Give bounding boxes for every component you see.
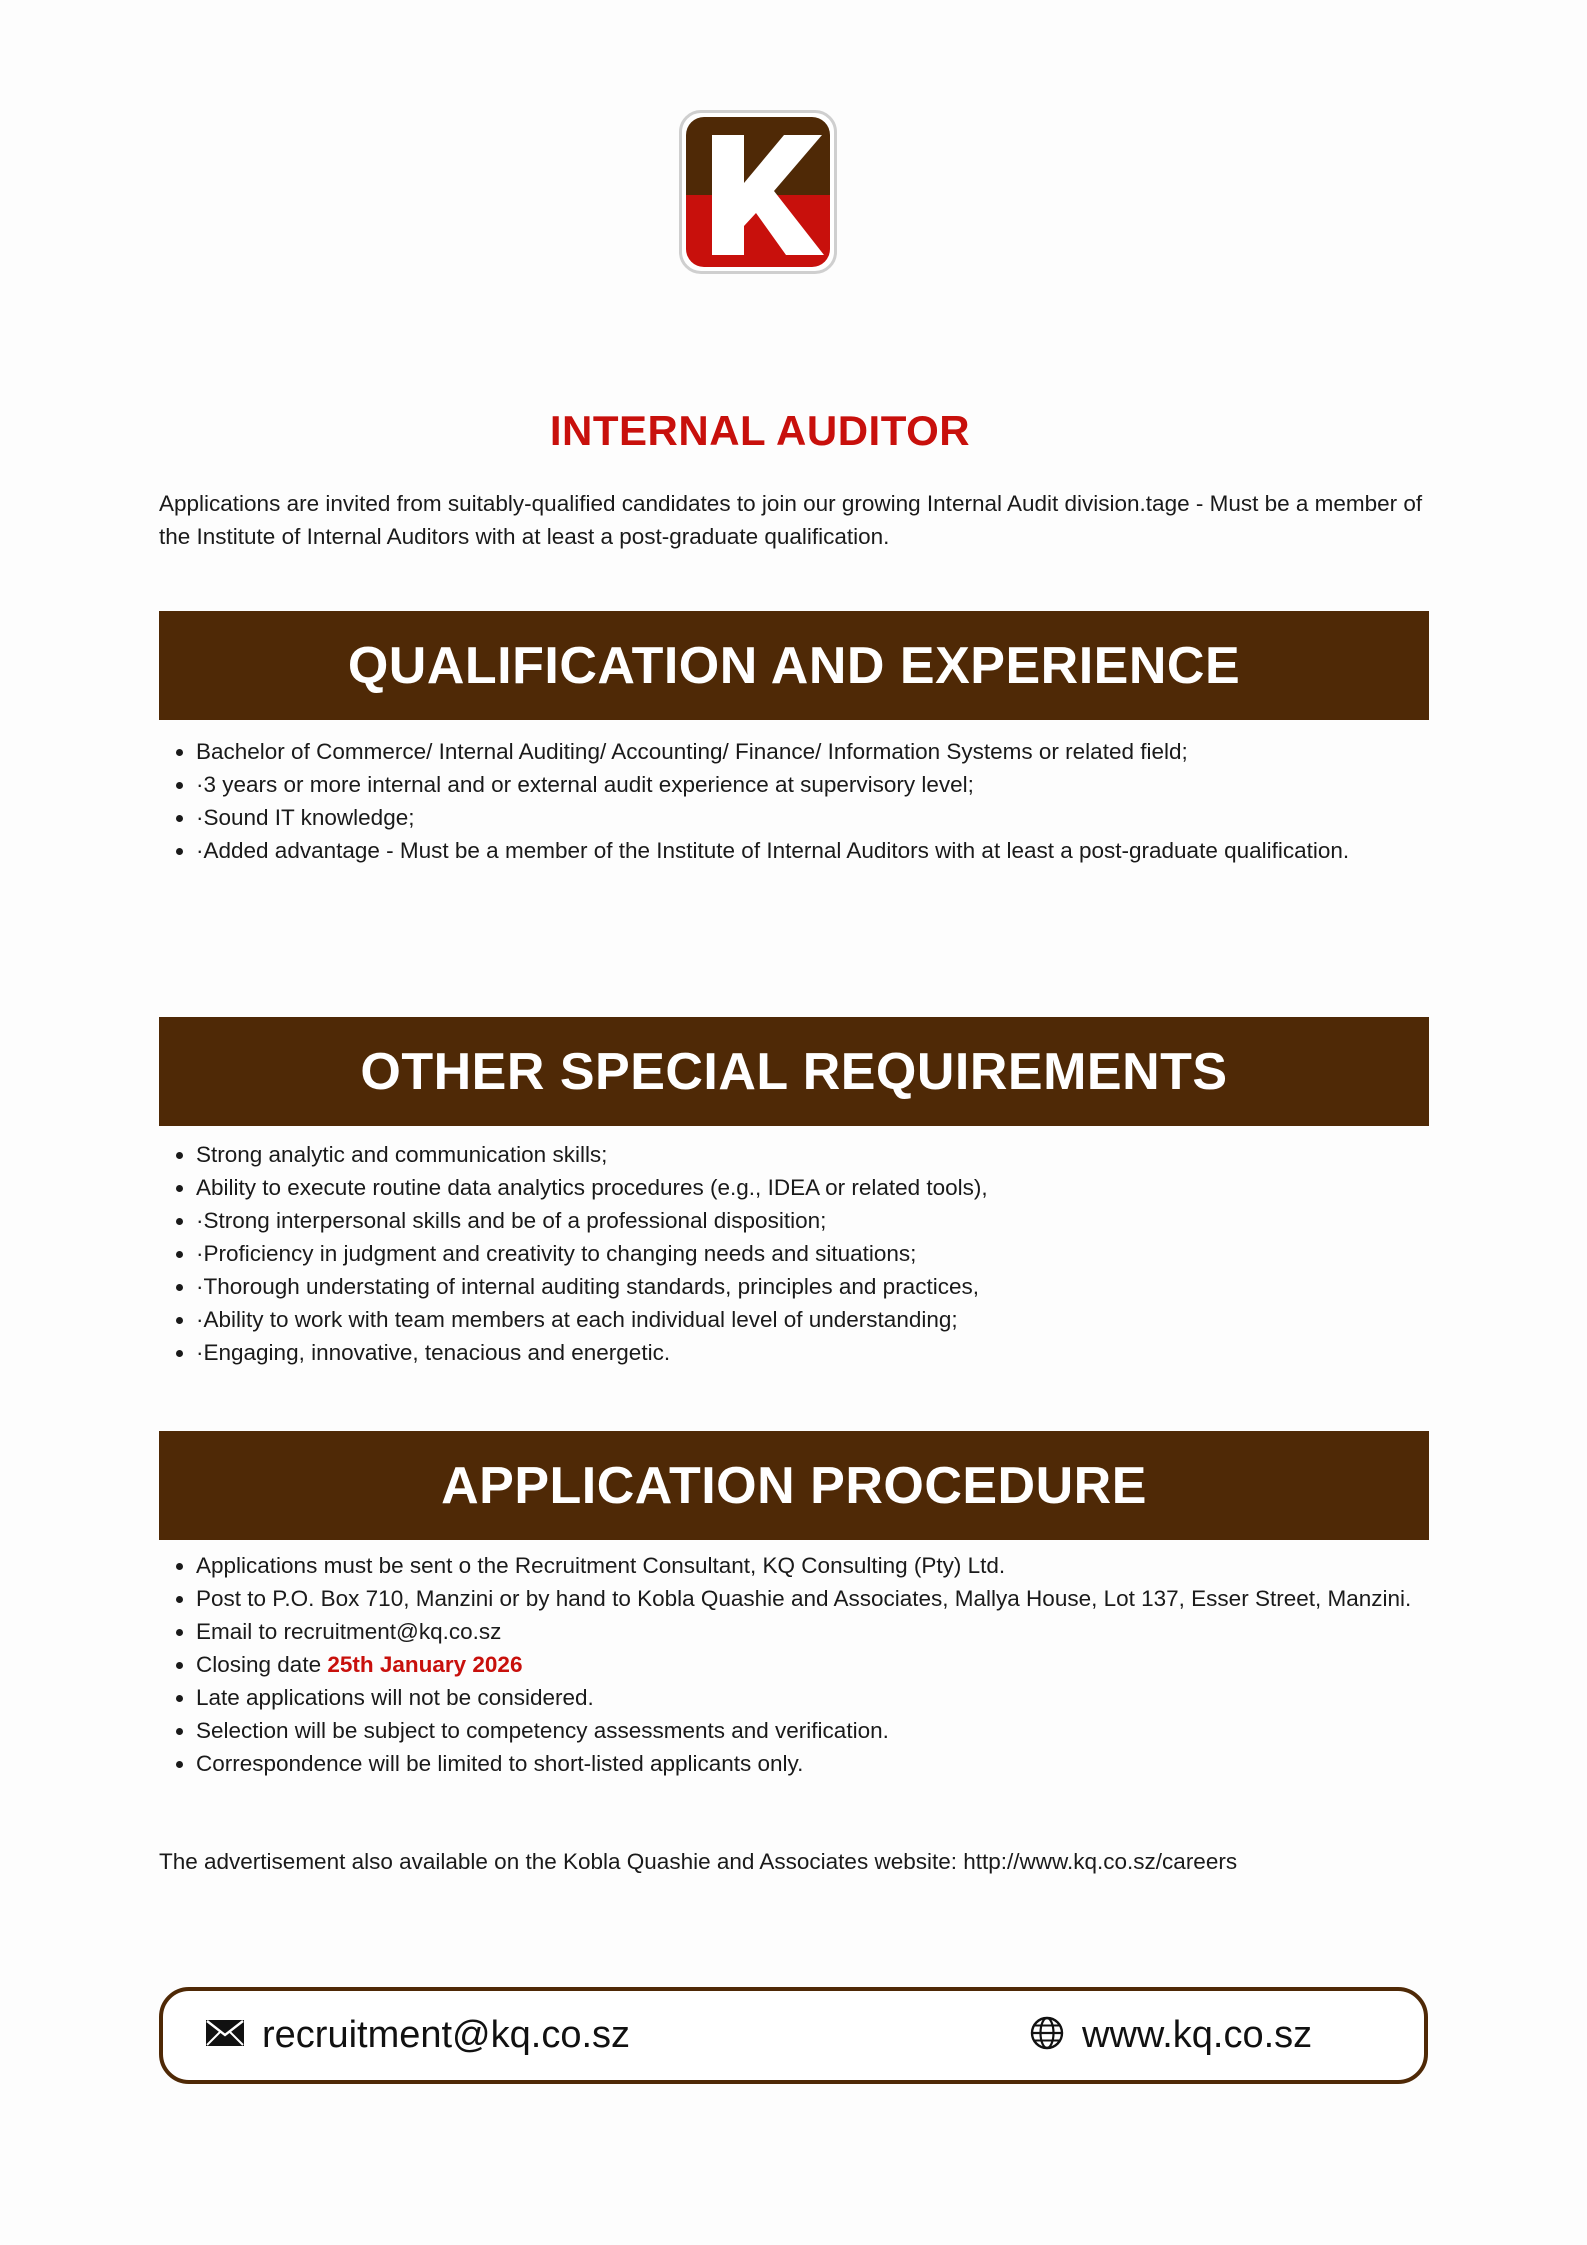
company-logo bbox=[679, 110, 837, 274]
section-heading-special-requirements: OTHER SPECIAL REQUIREMENTS bbox=[159, 1017, 1429, 1126]
intro-paragraph: Applications are invited from suitably-qualified candidates to join our growing Internal Audit division.tage - Must be a member of the Institute of Internal Auditors with at least a post-graduate qualification. bbox=[159, 491, 1423, 549]
list-item: • ·Ability to work with team members at each individual level of understanding; bbox=[196, 1303, 1429, 1336]
contact-email[interactable]: recruitment@kq.co.sz bbox=[262, 2014, 631, 2056]
job-title: INTERNAL AUDITOR bbox=[549, 407, 971, 454]
list-item: • Correspondence will be limited to short-listed applicants only. bbox=[196, 1747, 1429, 1780]
list-item: • Bachelor of Commerce/ Internal Auditing/ Accounting/ Finance/ Information Systems or related field; bbox=[196, 735, 1429, 768]
application-procedure-list bbox=[159, 1549, 1429, 1780]
list-item: • ·Proficiency in judgment and creativity to changing needs and situations; bbox=[196, 1237, 1429, 1270]
section-heading-application-procedure: APPLICATION PROCEDURE bbox=[159, 1431, 1429, 1540]
list-item: • ·Thorough understating of internal auditing standards, principles and practices, bbox=[196, 1270, 1429, 1303]
contact-email-group[interactable] bbox=[206, 1991, 630, 2080]
list-item: • ·Engaging, innovative, tenacious and energetic. bbox=[196, 1336, 1429, 1369]
list-item: • Ability to execute routine data analytics procedures (e.g., IDEA or related tools), bbox=[196, 1171, 1429, 1204]
contact-website-group[interactable] bbox=[1030, 1991, 1312, 2080]
list-item: • ·Strong interpersonal skills and be of a professional disposition; bbox=[196, 1204, 1429, 1237]
list-item: • Email to recruitment@kq.co.sz bbox=[196, 1615, 1429, 1648]
list-item: • Post to P.O. Box 710, Manzini or by hand to Kobla Quashie and Associates, Mallya House, Lot 137, Esser Street, Manzini. bbox=[196, 1582, 1429, 1615]
list-item: • ·3 years or more internal and or external audit experience at supervisory level; bbox=[196, 768, 1429, 801]
advertisement-note: The advertisement also available on the Kobla Quashie and Associates website: http://www.kq.co.sz/careers bbox=[159, 1849, 1238, 1874]
list-item-closing-date bbox=[196, 1648, 1429, 1681]
list-item: • Strong analytic and communication skills; bbox=[196, 1138, 1429, 1171]
contact-box bbox=[159, 1987, 1428, 2084]
qualification-list bbox=[159, 735, 1429, 867]
special-requirements-list bbox=[159, 1138, 1429, 1369]
closing-date: 25th January 2026 bbox=[327, 1652, 523, 1677]
k-logo-icon bbox=[682, 113, 834, 271]
list-item: • ·Added advantage - Must be a member of the Institute of Internal Auditors with at least a post-graduate qualification. bbox=[196, 834, 1429, 867]
section-heading-qualification: QUALIFICATION AND EXPERIENCE bbox=[159, 611, 1429, 720]
contact-website[interactable]: www.kq.co.sz bbox=[1082, 2014, 1313, 2056]
list-item: • Selection will be subject to competency assessments and verification. bbox=[196, 1714, 1429, 1747]
list-item: • Late applications will not be considered. bbox=[196, 1681, 1429, 1714]
envelope-icon bbox=[206, 2020, 244, 2051]
list-item: • Applications must be sent o the Recruitment Consultant, KQ Consulting (Pty) Ltd. bbox=[196, 1549, 1429, 1582]
globe-icon bbox=[1030, 2016, 1064, 2055]
closing-date-label: Closing date bbox=[196, 1652, 328, 1677]
list-item: • ·Sound IT knowledge; bbox=[196, 801, 1429, 834]
